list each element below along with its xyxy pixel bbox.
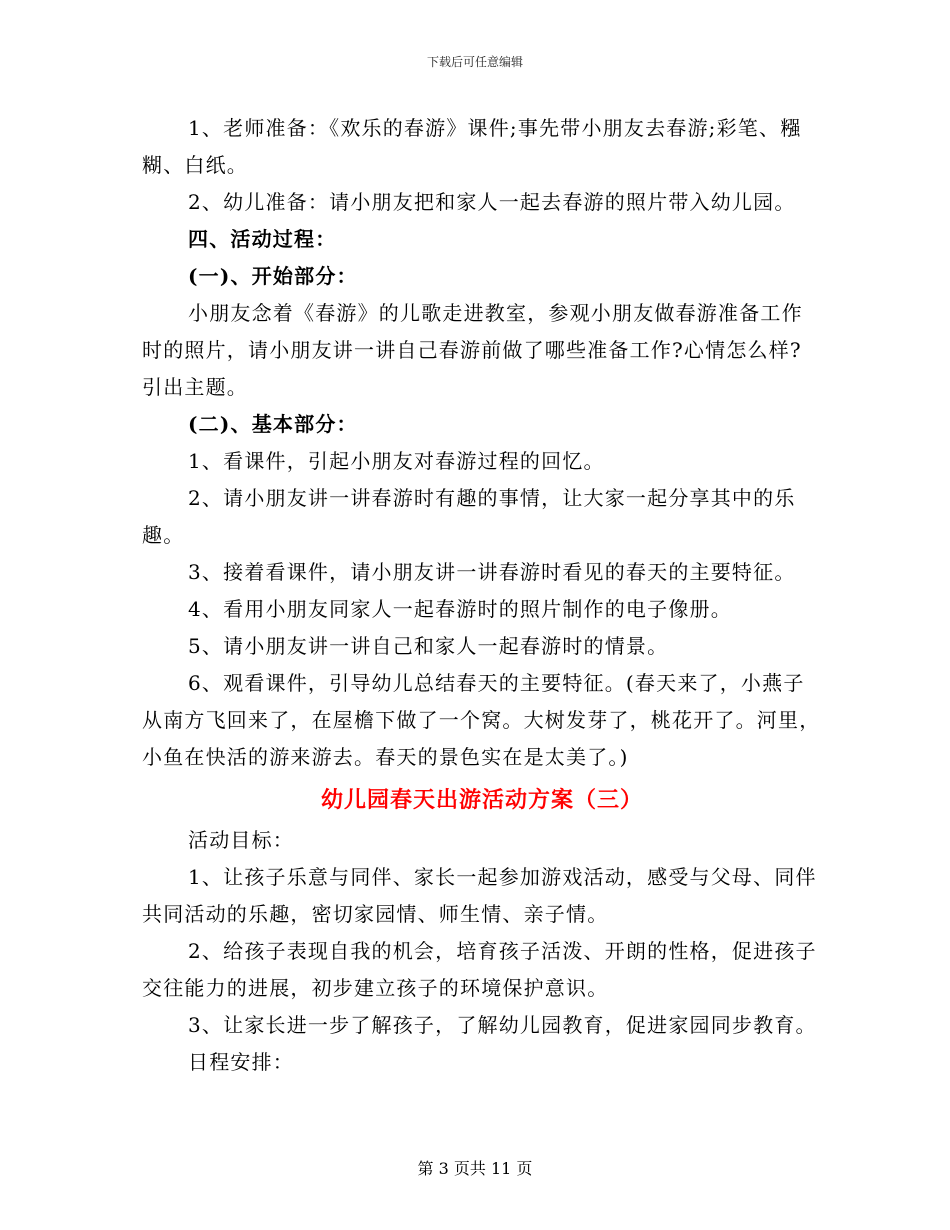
paragraph-step-5: 5、请小朋友讲一讲自己和家人一起春游时的情景。	[188, 634, 669, 658]
heading-opening-part: (一)、开始部分：	[188, 264, 358, 288]
paragraph-opening: 小朋友念着《春游》的儿歌走进教室，参观小朋友做春游准备工作时的照片，请小朋友讲一讲自己春游前做了哪些准备工作?心情怎么样?引出主题。	[142, 301, 803, 399]
paragraph-step-1: 1、看课件，引起小朋友对春游过程的回忆。	[188, 449, 605, 473]
paragraph-step-6: 6、观看课件，引导幼儿总结春天的主要特征。(春天来了，小燕子从南方飞回来了，在屋檐下做了一个窝。大树发芽了，桃花开了。河里，小鱼在快活的游来游去。春天的景色实在是太美了。)	[142, 671, 821, 769]
heading-basic-part: (二)、基本部分：	[188, 412, 358, 436]
paragraph-goal-1: 1、让孩子乐意与同伴、家长一起参加游戏活动，感受与父母、同伴共同活动的乐趣，密切家园情、师生情、亲子情。	[142, 865, 817, 926]
paragraph-step-2: 2、请小朋友讲一讲春游时有趣的事情，让大家一起分享其中的乐趣。	[142, 486, 796, 547]
paragraph-child-prep: 2、幼儿准备：请小朋友把和家人一起去春游的照片带入幼儿园。	[188, 190, 796, 214]
heading-activity-process: 四、活动过程：	[188, 227, 337, 251]
paragraph-goal-3: 3、让家长进一步了解孩子，了解幼儿园教育，促进家园同步教育。	[188, 1013, 817, 1037]
document-body	[142, 110, 822, 1081]
section-title: 幼儿园春天出游活动方案（三）	[320, 787, 643, 813]
paragraph-step-3: 3、接着看课件，请小朋友讲一讲春游时看见的春天的主要特征。	[188, 560, 796, 584]
page-header: 下载后可任意编辑	[426, 55, 523, 69]
paragraph-teacher-prep: 1、老师准备：《欢乐的春游》课件;事先带小朋友去春游;彩笔、糨糊、白纸。	[142, 116, 802, 177]
paragraph-step-4: 4、看用小朋友同家人一起春游时的照片制作的电子像册。	[188, 597, 732, 621]
heading-goals: 活动目标：	[188, 828, 294, 852]
paragraph-goal-2: 2、给孩子表现自我的机会，培育孩子活泼、开朗的性格，促进孩子交往能力的进展，初步建立孩子的环境保护意识。	[142, 939, 817, 1000]
heading-schedule: 日程安排：	[188, 1050, 294, 1074]
page-footer: 第 3 页共 11 页	[417, 1159, 533, 1178]
